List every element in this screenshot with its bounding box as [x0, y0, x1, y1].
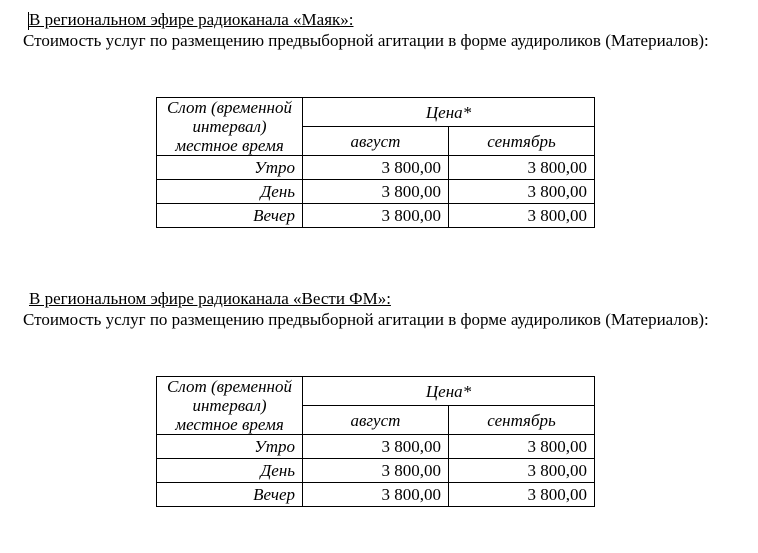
table-row: [157, 435, 595, 459]
month-august-cell: август: [303, 406, 449, 435]
slot-header-cell: Слот (временной интервал) местное время: [157, 98, 303, 156]
price-cell: 3 800,00: [303, 204, 449, 228]
price-cell: 3 800,00: [449, 459, 595, 483]
price-cell: 3 800,00: [303, 459, 449, 483]
table-row: [157, 459, 595, 483]
slot-cell: Вечер: [157, 204, 303, 228]
price-cell: 3 800,00: [303, 435, 449, 459]
table-row: [157, 180, 595, 204]
section-paragraph: Стоимость услуг по размещению предвыборной агитации в форме аудироликов (Материалов):: [23, 310, 709, 329]
price-header-cell: Цена*: [303, 98, 595, 127]
table-row: [157, 204, 595, 228]
section-paragraph: Стоимость услуг по размещению предвыборной агитации в форме аудироликов (Материалов):: [23, 31, 709, 50]
table-row: [157, 156, 595, 180]
month-september-cell: сентябрь: [449, 127, 595, 156]
price-cell: 3 800,00: [449, 156, 595, 180]
price-table: [156, 376, 595, 507]
section-heading: В региональном эфире радиоканала «Маяк»:: [29, 10, 354, 29]
section-vesti-fm: [0, 289, 758, 553]
slot-cell: Утро: [157, 156, 303, 180]
price-cell: 3 800,00: [303, 483, 449, 507]
price-cell: 3 800,00: [303, 180, 449, 204]
slot-cell: День: [157, 180, 303, 204]
slot-header-cell: Слот (временной интервал) местное время: [157, 377, 303, 435]
section-heading: В региональном эфире радиоканала «Вести ФМ»:: [29, 289, 391, 308]
slot-cell: День: [157, 459, 303, 483]
price-table: [156, 97, 595, 228]
price-cell: 3 800,00: [449, 204, 595, 228]
price-cell: 3 800,00: [303, 156, 449, 180]
price-cell: 3 800,00: [449, 435, 595, 459]
slot-cell: Утро: [157, 435, 303, 459]
price-header-cell: Цена*: [303, 377, 595, 406]
month-september-cell: сентябрь: [449, 406, 595, 435]
price-cell: 3 800,00: [449, 180, 595, 204]
table-row: [157, 483, 595, 507]
month-august-cell: август: [303, 127, 449, 156]
price-cell: 3 800,00: [449, 483, 595, 507]
slot-cell: Вечер: [157, 483, 303, 507]
section-mayak: [0, 10, 758, 270]
